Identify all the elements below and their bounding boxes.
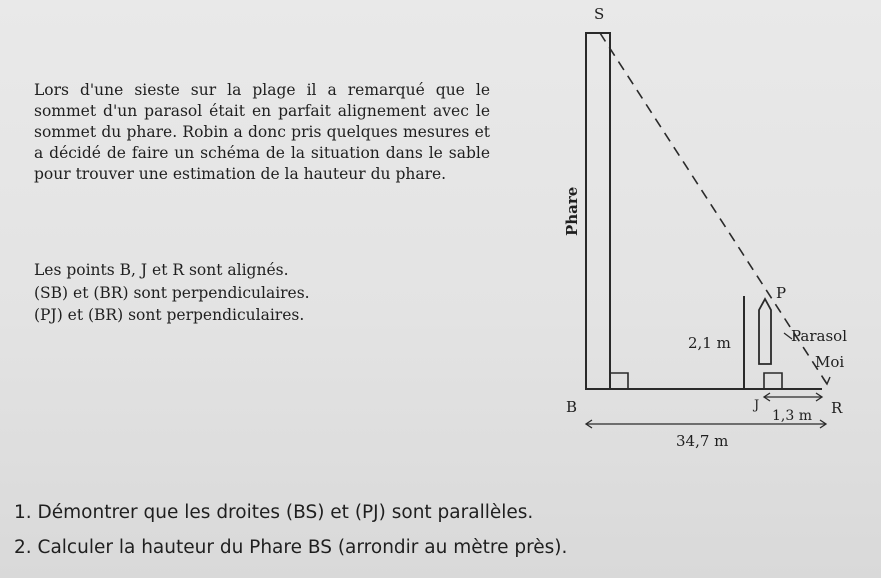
- questions-list: [14, 495, 874, 565]
- fact-aligned: Les points B, J et R sont alignés.: [34, 261, 289, 279]
- label-j: J: [754, 398, 760, 413]
- label-r: R: [831, 399, 843, 417]
- label-parasol: Parasol: [791, 327, 848, 345]
- fact-sb-perpendicular: (SB) et (BR) sont perpendiculaires.: [34, 283, 310, 302]
- label-b: B: [566, 398, 578, 416]
- label-parasol-height: 2,1 m: [688, 334, 731, 352]
- question-2: 2. Calculer la hauteur du Phare BS (arrondir au mètre près).: [14, 537, 568, 558]
- parasol-shape: [759, 299, 771, 364]
- label-phare: Phare: [563, 186, 581, 236]
- intro-text: Lors d'une sieste sur la plage il a remarqué que le sommet d'un parasol était en parfait alignement avec le sommet du phare. Robin a donc pris quelques mesures et a décidé de faire un schéma de la situation dans le sable pour trouver une estimation de la hauteur du phare.: [34, 81, 490, 183]
- label-moi: Moi: [815, 353, 845, 371]
- question-1: 1. Démontrer que les droites (BS) et (PJ) sont parallèles.: [14, 502, 534, 523]
- right-angle-j: [764, 373, 782, 389]
- lighthouse-shape: [586, 33, 610, 389]
- fact-pj-perpendicular: (PJ) et (BR) sont perpendiculaires.: [34, 306, 305, 324]
- label-jr-distance: 1,3 m: [772, 408, 812, 424]
- right-angle-b: [610, 373, 628, 389]
- label-s: S: [594, 5, 605, 23]
- label-p: P: [776, 284, 787, 302]
- label-br-distance: 34,7 m: [676, 432, 729, 450]
